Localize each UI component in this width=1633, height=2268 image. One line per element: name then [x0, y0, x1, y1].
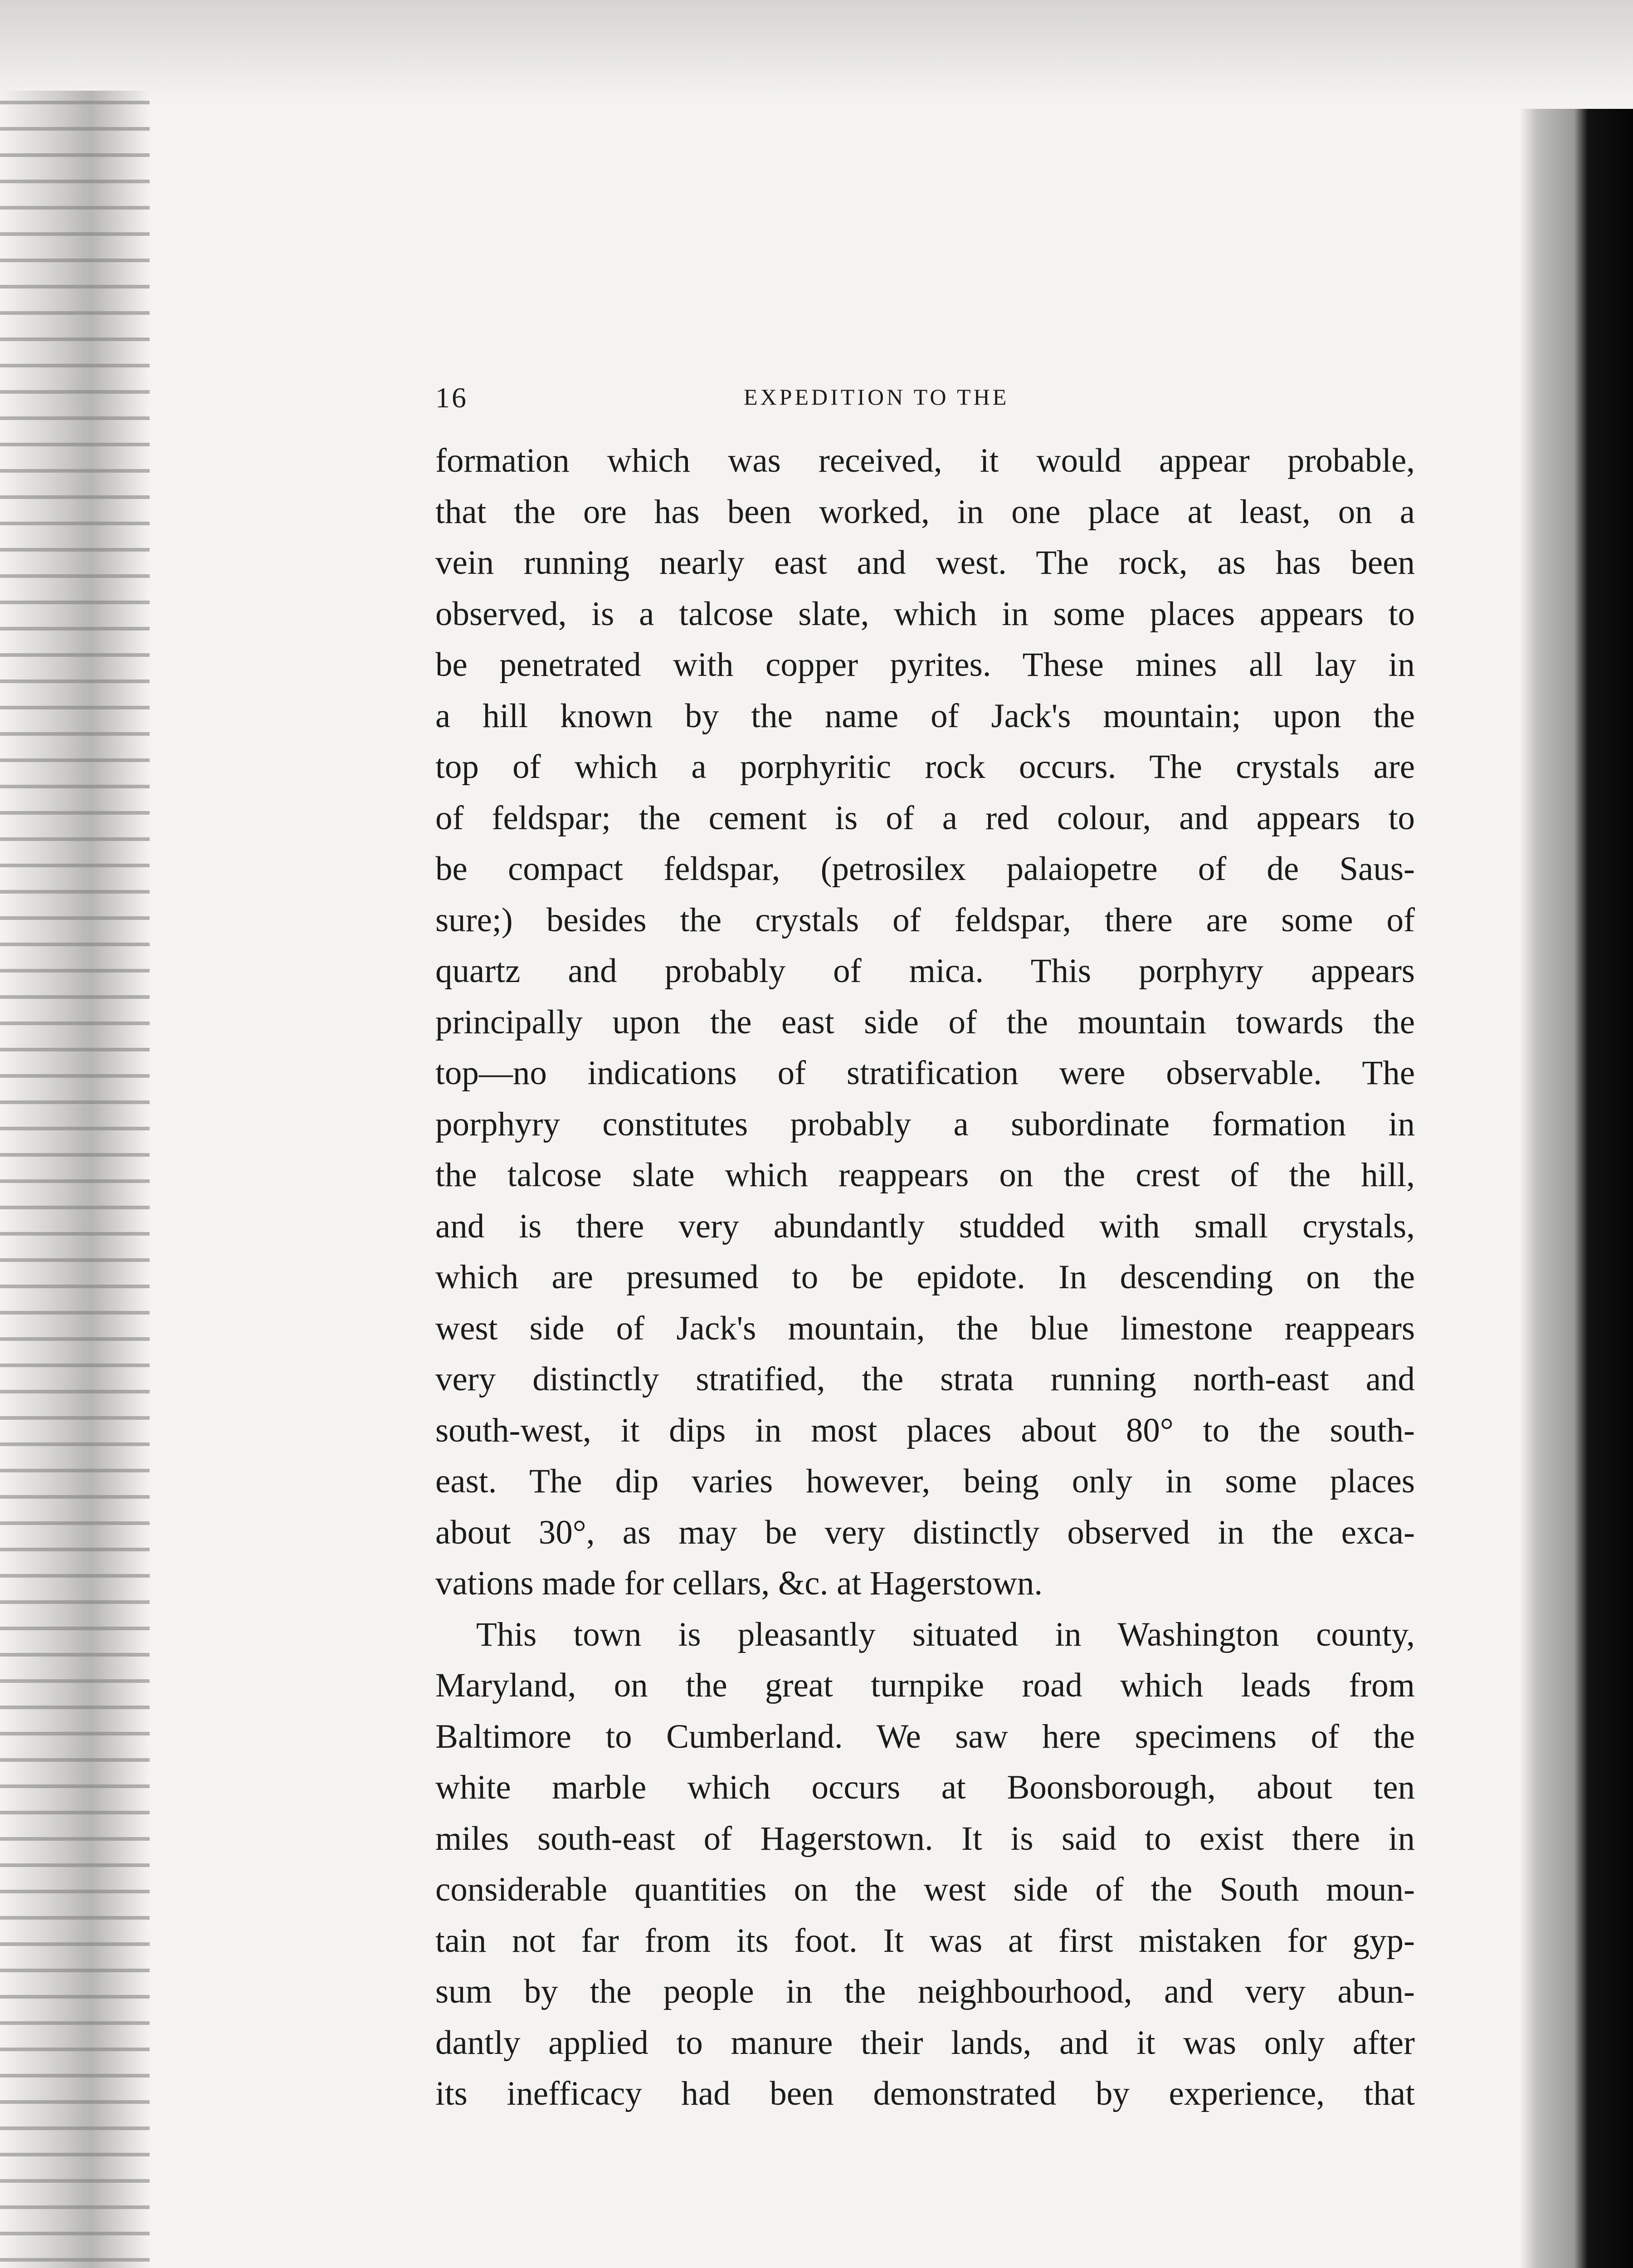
- body-text: [435, 435, 1415, 2120]
- text-line: considerable quantities on the west side of the South moun-: [435, 1871, 1415, 1908]
- text-line: be penetrated with copper pyrites. These mines all lay in: [435, 646, 1415, 684]
- text-line: very distinctly stratified, the strata running north-east and: [435, 1360, 1415, 1398]
- text-line: south-west, it dips in most places about 80° to the south-: [435, 1411, 1415, 1449]
- text-line: porphyry constitutes probably a subordinate formation in: [435, 1105, 1415, 1143]
- running-title: EXPEDITION TO THE: [744, 384, 1009, 410]
- text-line: This town is pleasantly situated in Washington county,: [476, 1615, 1415, 1653]
- text-line: white marble which occurs at Boonsborough, about ten: [435, 1769, 1415, 1806]
- text-line: vein running nearly east and west. The rock, as has been: [435, 544, 1415, 582]
- text-line: Baltimore to Cumberland. We saw here specimens of the: [435, 1717, 1415, 1755]
- text-line: west side of Jack's mountain, the blue limestone reappears: [435, 1309, 1415, 1347]
- text-line: top—no indications of stratification were observable. The: [435, 1054, 1415, 1092]
- text-line: miles south-east of Hagerstown. It is said to exist there in: [435, 1819, 1415, 1857]
- text-line: observed, is a talcose slate, which in some places appears to: [435, 595, 1415, 633]
- text-line: Maryland, on the great turnpike road which leads from: [435, 1667, 1415, 1704]
- paragraph-2: [435, 1609, 1415, 2120]
- scan-edge-right: [1520, 109, 1633, 2268]
- text-line: which are presumed to be epidote. In descending on the: [435, 1258, 1415, 1296]
- text-line: top of which a porphyritic rock occurs. The crystals are: [435, 748, 1415, 786]
- paragraph-1: [435, 435, 1415, 1609]
- text-line: principally upon the east side of the mountain towards the: [435, 1003, 1415, 1041]
- scan-binding-left: [0, 91, 150, 2268]
- text-line: quartz and probably of mica. This porphyry appears: [435, 952, 1415, 990]
- text-line: about 30°, as may be very distinctly observed in the exca-: [435, 1513, 1415, 1551]
- scan-shadow-top: [0, 0, 1633, 100]
- text-line: dantly applied to manure their lands, and it was only after: [435, 2024, 1415, 2062]
- text-line: its inefficacy had been demonstrated by experience, that: [435, 2075, 1415, 2112]
- text-line: east. The dip varies however, being only in some places: [435, 1462, 1415, 1500]
- text-line: a hill known by the name of Jack's mountain; upon the: [435, 697, 1415, 735]
- running-head: [435, 381, 1415, 422]
- book-page: [435, 381, 1415, 2120]
- text-line: sum by the people in the neighbourhood, and very abun-: [435, 1973, 1415, 2010]
- text-line: formation which was received, it would appear probable,: [435, 442, 1415, 479]
- page-number: 16: [435, 381, 468, 414]
- text-line: vations made for cellars, &c. at Hagerstown.: [435, 1564, 1043, 1602]
- text-line: that the ore has been worked, in one place at least, on a: [435, 493, 1415, 531]
- text-line: the talcose slate which reappears on the crest of the hill,: [435, 1156, 1415, 1194]
- text-line: and is there very abundantly studded with small crystals,: [435, 1207, 1415, 1245]
- text-line: of feldspar; the cement is of a red colour, and appears to: [435, 799, 1415, 837]
- text-line: sure;) besides the crystals of feldspar, there are some of: [435, 901, 1415, 939]
- text-line: be compact feldspar, (petrosilex palaiopetre of de Saus-: [435, 850, 1415, 888]
- text-line: tain not far from its foot. It was at first mistaken for gyp-: [435, 1921, 1415, 1960]
